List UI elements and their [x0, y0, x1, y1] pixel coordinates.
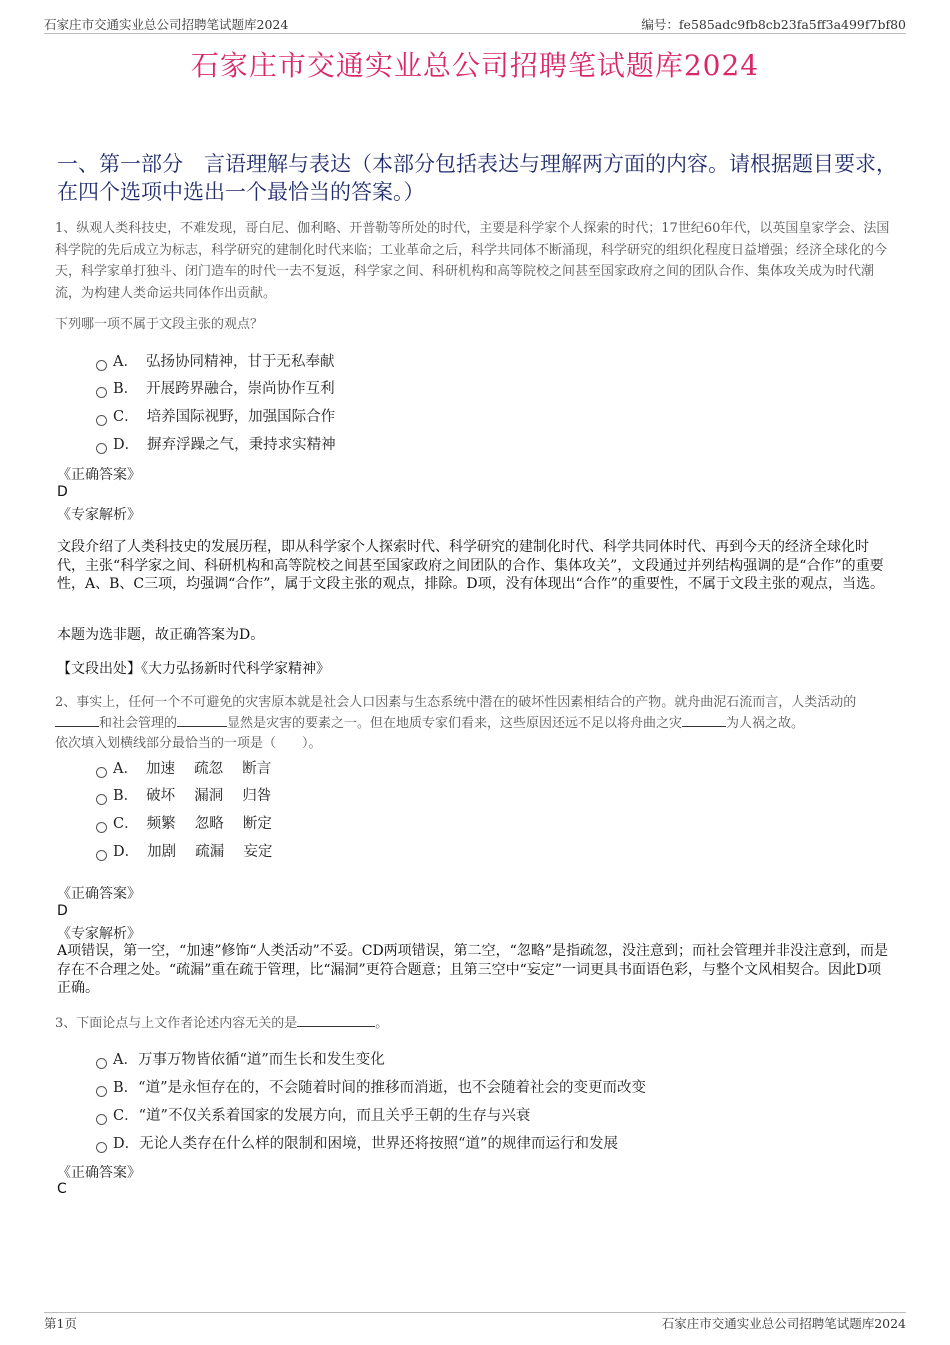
radio-icon[interactable]: [96, 387, 107, 398]
option-letter: C．: [113, 409, 139, 425]
q2-instruction: 依次填入划横线部分最恰当的一项是（ ）。: [55, 736, 322, 751]
q3-option-b[interactable]: [96, 1076, 646, 1097]
footer-title: 石家庄市交通实业总公司招聘笔试题库2024: [661, 1316, 906, 1331]
radio-icon[interactable]: [96, 1086, 107, 1097]
q1-question: 下列哪一项不属于文段主张的观点？: [55, 317, 264, 332]
q2-answer: D: [57, 903, 68, 919]
option-letter: B．: [113, 788, 139, 804]
radio-icon[interactable]: [96, 822, 107, 833]
option-letter: A．: [113, 354, 138, 370]
q2-analysis: A项错误，第一空，“加速”修饰“人类活动”不妥。CD两项错误，第二空，“忽略”是指疏忽，没注意到；而社会管理并非没注意到，而是存在不合理之处。“疏漏”重在疏于管理，比“漏洞”更符合题意；且第三空中“妄定”一词更具书面语色彩，与整个文风相契合。因此D项正确。: [57, 943, 888, 996]
option-text: 培养国际视野，加强国际合作: [146, 409, 336, 425]
q2-analysis-label: 《专家解析》: [57, 926, 141, 942]
option-letter: B．: [113, 381, 139, 397]
q2-option-b[interactable]: [96, 784, 271, 805]
fill-blank: [297, 1026, 375, 1027]
option-text: 破坏 漏洞 归咎: [146, 788, 272, 804]
fill-blank: [682, 726, 726, 727]
q2-option-a[interactable]: [96, 757, 271, 778]
radio-icon[interactable]: [96, 1142, 107, 1153]
radio-icon[interactable]: [96, 850, 107, 861]
option-letter: A．: [113, 1052, 138, 1068]
option-text: “道”是永恒存在的，不会随着时间的推移而消逝，也不会随着社会的变更而改变: [138, 1080, 646, 1096]
q3-text-segment: 。: [375, 1016, 389, 1031]
option-text: 开展跨界融合，崇尚协作互利: [146, 381, 335, 397]
q3-answer: C: [57, 1181, 67, 1197]
header-divider: [44, 33, 906, 34]
fill-blank: [55, 726, 99, 727]
page-title: 石家庄市交通实业总公司招聘笔试题库2024: [190, 49, 760, 82]
q3-question: [55, 1013, 388, 1035]
q1-passage: 1、纵观人类科技史，不难发现，哥白尼、伽利略、开普勒等所处的时代，主要是科学家个人探索的时代；17世纪60年代，以英国皇家学会、法国科学院的先后成立为标志，科学研究的建制化时代来临；工业革命之后，科学共同体不断涌现，科学研究的组织化程度日益增强；经济全球化的今天，科学家单打独斗、闭门造车的时代一去不复返，科学家之间、科研机构和高等院校之间甚至国家政府之间的团队合作、集体攻关成为时代潮流，为构建人类命运共同体作出贡献。: [55, 221, 890, 301]
q3-option-a[interactable]: [96, 1048, 385, 1069]
option-text: 弘扬协同精神，甘于无私奉献: [145, 354, 335, 370]
q1-answer: D: [57, 484, 68, 500]
q1-source: 【文段出处】《大力弘扬新时代科学家精神》: [57, 661, 330, 677]
radio-icon[interactable]: [96, 794, 107, 805]
option-text: 万事万物皆依循“道”而生长和发生变化: [137, 1052, 385, 1068]
option-letter: B．: [113, 1080, 139, 1096]
q2-line1: 2、事实上，任何一个不可避免的灾害原本就是社会人口因素与生态系统中潜在的破坏性因素相结合的产物。就舟曲泥石流而言，人类活动的: [55, 695, 857, 710]
q2-option-c[interactable]: [96, 812, 272, 833]
footer-divider: [44, 1312, 906, 1313]
q1-analysis-label: 《专家解析》: [57, 507, 141, 523]
q1-analysis: 文段介绍了人类科技史的发展历程，即从科学家个人探索时代、科学研究的建制化时代、科学共同体时代、再到今天的经济全球化时代，主张“科学家之间、科研机构和高等院校之间甚至国家政府之间团队的合作、集体攻关”，文段通过并列结构强调的是“合作”的重要性，A、B、C三项，均强调“合作”，属于文段主张的观点，排除。D项，没有体现出“合作”的重要性，不属于文段主张的观点，当选。: [57, 539, 884, 592]
option-text: 摒弃浮躁之气，秉持求实精神: [147, 437, 336, 453]
q1-option-b[interactable]: [96, 377, 335, 398]
header-left: 石家庄市交通实业总公司招聘笔试题库2024: [44, 17, 289, 32]
q2-text-segment: 和社会管理的: [99, 716, 178, 731]
radio-icon[interactable]: [96, 360, 107, 371]
q3-option-c[interactable]: [96, 1104, 530, 1125]
option-letter: D．: [113, 1136, 140, 1152]
option-letter: C．: [113, 1108, 139, 1124]
page-number: 第1页: [44, 1316, 77, 1331]
option-text: 加速 疏忽 断言: [145, 761, 272, 777]
option-text: 加剧 疏漏 妄定: [147, 844, 273, 860]
option-letter: A．: [113, 761, 138, 777]
document-id: 编号：fe585adc9fb8cb23fa5ff3a499f7bf80: [641, 17, 906, 32]
radio-icon[interactable]: [96, 767, 107, 778]
option-text: “道”不仅关系着国家的发展方向，而且关乎王朝的生存与兴衰: [138, 1108, 531, 1124]
q2-option-d[interactable]: [96, 840, 272, 861]
option-letter: C．: [113, 816, 139, 832]
q2-text-segment: 为人祸之故。: [726, 716, 805, 731]
q3-answer-label: 《正确答案》: [57, 1165, 141, 1181]
q3-text-segment: 3、下面论点与上文作者论述内容无关的是: [55, 1016, 298, 1031]
q2-text-segment: 显然是灾害的要素之一。但在地质专家们看来，这些原因还远不足以将舟曲之灾: [227, 716, 683, 731]
option-letter: D．: [113, 437, 140, 453]
radio-icon[interactable]: [96, 1114, 107, 1125]
option-text: 无论人类存在什么样的限制和困境，世界还将按照“道”的规律而运行和发展: [139, 1136, 618, 1152]
radio-icon[interactable]: [96, 415, 107, 426]
fill-blank: [177, 726, 227, 727]
q1-option-c[interactable]: [96, 405, 335, 426]
option-letter: D．: [113, 844, 140, 860]
q1-option-a[interactable]: [96, 350, 334, 371]
section-heading: 一、第一部分 言语理解与表达（本部分包括表达与理解两方面的内容。请根据题目要求，在四个选项中选出一个最恰当的答案。）: [57, 152, 897, 204]
radio-icon[interactable]: [96, 1058, 107, 1069]
q2-line2: [55, 713, 804, 735]
q1-conclusion: 本题为选非题，故正确答案为D。: [57, 627, 265, 643]
q3-option-d[interactable]: [96, 1132, 618, 1153]
option-text: 频繁 忽略 断定: [146, 816, 272, 832]
q2-answer-label: 《正确答案》: [57, 886, 141, 902]
q1-answer-label: 《正确答案》: [57, 467, 141, 483]
q1-option-d[interactable]: [96, 433, 336, 454]
radio-icon[interactable]: [96, 443, 107, 454]
